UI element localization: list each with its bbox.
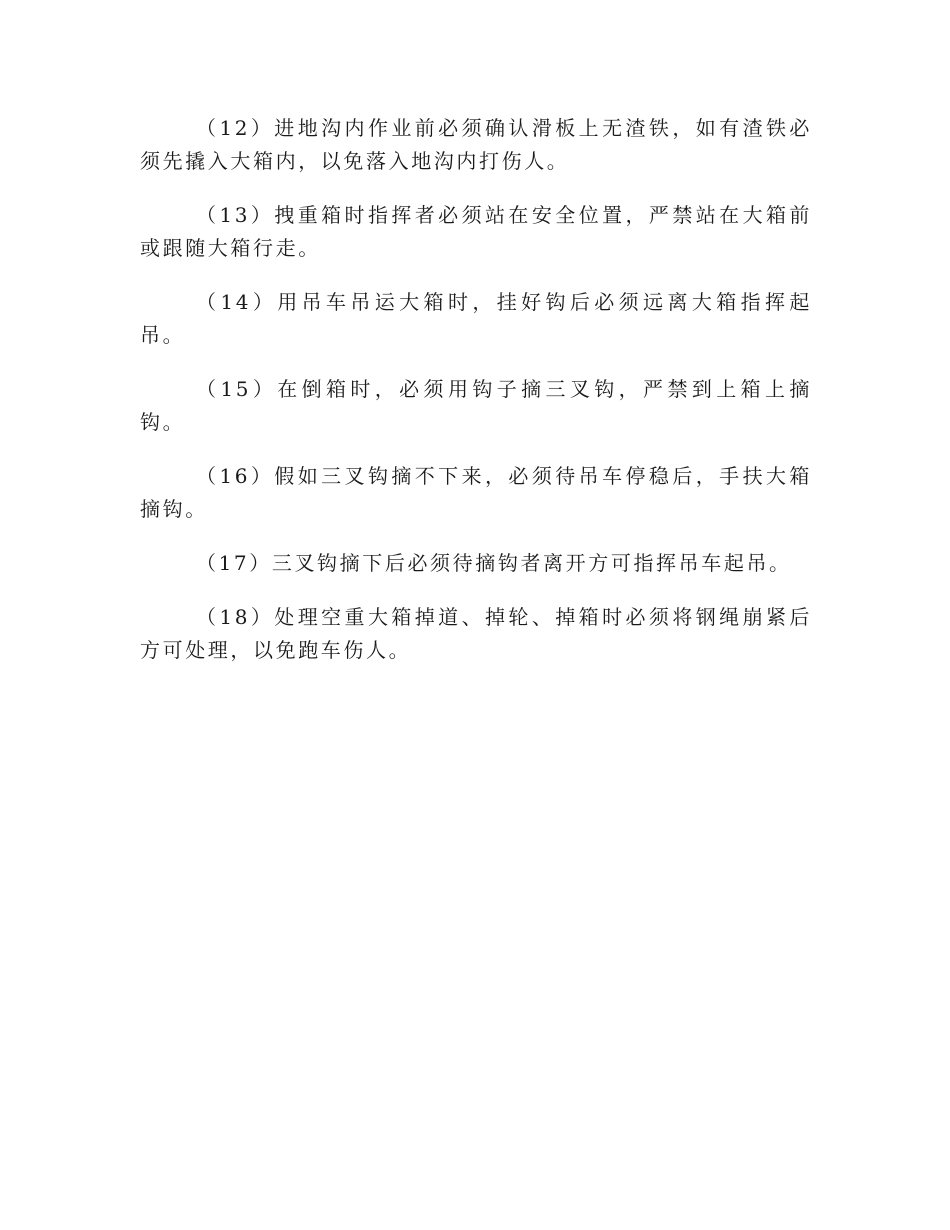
paragraph-18: （18）处理空重大箱掉道、掉轮、掉箱时必须将钢绳崩紧后方可处理，以免跑车伤人。: [140, 605, 812, 662]
paragraph-15: （15）在倒箱时，必须用钩子摘三叉钩，严禁到上箱上摘钩。: [140, 377, 812, 434]
paragraph-12: （12）进地沟内作业前必须确认滑板上无渣铁，如有渣铁必须先撬入大箱内，以免落入地沟内打伤人。: [140, 116, 812, 173]
paragraph-16: （16）假如三叉钩摘不下来，必须待吊车停稳后，手扶大箱摘钩。: [140, 464, 812, 521]
paragraph-13: （13）拽重箱时指挥者必须站在安全位置，严禁站在大箱前或跟随大箱行走。: [140, 203, 812, 260]
paragraph-14: （14）用吊车吊运大箱时，挂好钩后必须远离大箱指挥起吊。: [140, 290, 812, 347]
document-body: [140, 112, 812, 688]
paragraph-17: （17）三叉钩摘下后必须待摘钩者离开方可指挥吊车起吊。: [196, 551, 792, 575]
